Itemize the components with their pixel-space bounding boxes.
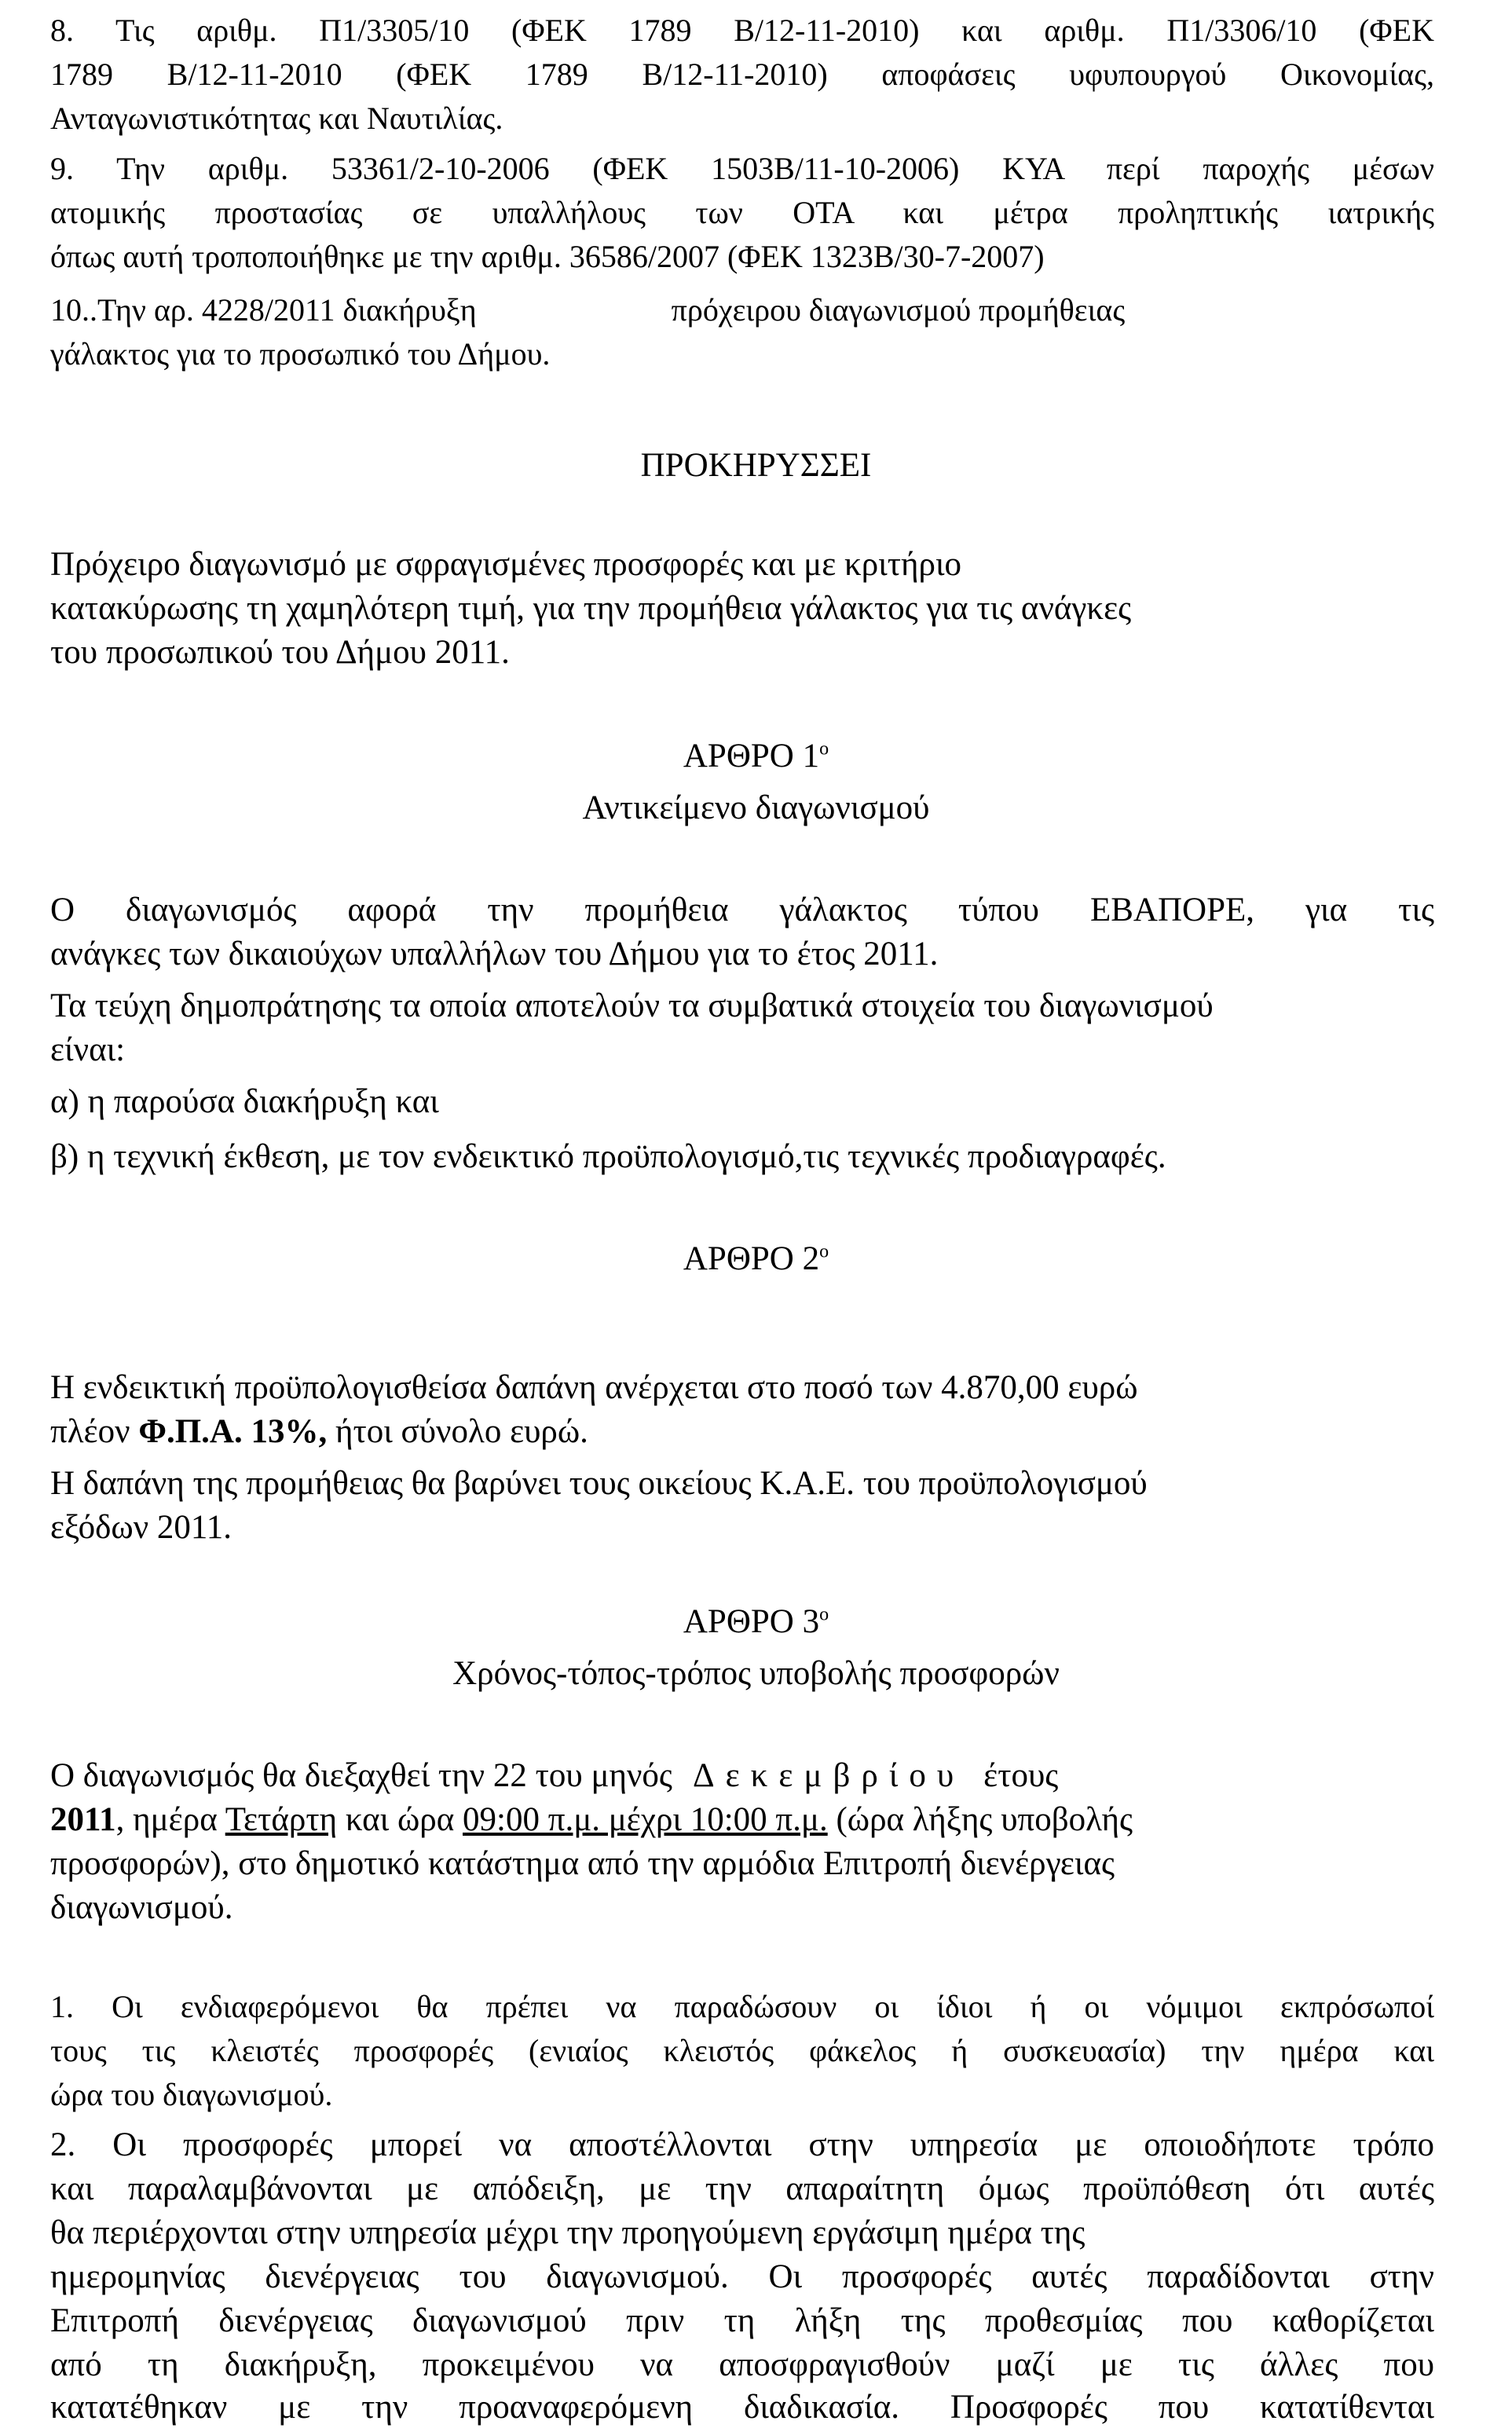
preamble-item-8-line-1: 8. Τις αριθμ. Π1/3305/10 (ΦΕΚ 1789 Β/12-11-2010) και αριθμ. Π1/3306/10 (ΦΕΚ	[50, 13, 1434, 48]
article-3-item-2-line-3: θα περιέρχονται στην υπηρεσία μέχρι την προηγούμενη εργάσιμη ημέρα της	[50, 2214, 1085, 2251]
article-3-year: 2011	[50, 1801, 116, 1838]
preamble-item-10-part-2: πρόχειρου διαγωνισμού προμήθειας	[671, 292, 1126, 328]
preamble-item-9-line-3: όπως αυτή τροποποιήθηκε με την αριθμ. 36586/2007 (ΦΕΚ 1323Β/30-7-2007)	[50, 239, 1045, 274]
article-3-paragraph-1-line-1	[50, 1756, 1058, 1796]
article-2-vat-rate: Φ.Π.Α. 13%,	[138, 1413, 328, 1450]
proclamation-line-3: του προσωπικού του Δήμου 2011.	[50, 634, 510, 671]
article-1-paragraph-2-line-2: είναι:	[50, 1031, 126, 1068]
article-2-paragraph-1-line-1: Η ενδεικτική προϋπολογισθείσα δαπάνη ανέρχεται στο ποσό των 4.870,00 ευρώ	[50, 1369, 1138, 1406]
preamble-item-10-line-2: γάλακτος για το προσωπικό του Δήμου.	[50, 336, 551, 372]
preamble-item-9-line-1: 9. Την αριθμ. 53361/2-10-2006 (ΦΕΚ 1503Β/11-10-2006) ΚΥΑ περί παροχής μέσων	[50, 151, 1434, 186]
article-1-paragraph-1-line-1: Ο διαγωνισμός αφορά την προμήθεια γάλακτος τύπου ΕΒΑΠΟΡΕ, για τις	[50, 892, 1434, 928]
article-2-heading	[0, 1240, 1512, 1279]
article-3-day-label: , ημέρα	[115, 1801, 225, 1838]
article-3-item-2-line-5: Επιτροπή διενέργειας διαγωνισμού πριν τη λήξη της προθεσμίας που καθορίζεται	[50, 2302, 1434, 2339]
article-3-heading-text: ΑΡΘΡΟ 3	[683, 1603, 820, 1640]
article-1-item-b: β) η τεχνική έκθεση, με τον ενδεικτικό προϋπολογισμό,τις τεχνικές προδιαγραφές.	[50, 1138, 1166, 1175]
article-1-subtitle: Αντικείμενο διαγωνισμού	[582, 789, 930, 826]
preamble-item-9-line-2: ατομικής προστασίας σε υπαλλήλους των ΟΤΑ και μέτρα προληπτικής ιατρικής	[50, 195, 1434, 230]
article-3-item-2-line-7: κατατέθηκαν με την προαναφερόμενη διαδικασία. Προσφορές που κατατίθενται	[50, 2389, 1434, 2426]
article-3-heading	[0, 1602, 1512, 1642]
proclamation-heading: ΠΡΟΚΗΡΥΣΣΕΙ	[640, 447, 872, 484]
article-3-item-2-line-4: ημερομηνίας διενέργειας του διαγωνισμού. Οι προσφορές αυτές παραδίδονται στην	[50, 2258, 1434, 2295]
preamble-item-10-part-1: 10..Την αρ. 4228/2011 διακήρυξη	[50, 292, 477, 328]
article-3-item-1-line-1: 1. Οι ενδιαφερόμενοι θα πρέπει να παραδώσουν οι ίδιοι ή οι νόμιμοι εκπρόσωποί	[50, 1989, 1434, 2024]
article-3-paragraph-1-line-4: διαγωνισμού.	[50, 1889, 233, 1926]
article-3-item-2-line-6: από τη διακήρυξη, προκειμένου να αποσφραγισθούν μαζί με τις άλλες που	[50, 2346, 1434, 2383]
article-2-paragraph-1-line-2	[50, 1412, 588, 1452]
article-3-paragraph-1-line-3: προσφορών), στο δημοτικό κατάστημα από την αρμόδια Επιτροπή διενέργειας	[50, 1845, 1115, 1882]
article-3-date-text: Ο διαγωνισμός θα διεξαχθεί την 22 του μηνός	[50, 1757, 672, 1794]
article-1-heading	[0, 737, 1512, 776]
preamble-item-8-line-3: Ανταγωνιστικότητας και Ναυτιλίας.	[50, 101, 503, 136]
article-1-paragraph-2-line-1: Τα τεύχη δημοπράτησης τα οποία αποτελούν τα συμβατικά στοιχεία του διαγωνισμού	[50, 987, 1214, 1024]
article-2-paragraph-2-line-2: εξόδων 2011.	[50, 1509, 232, 1546]
article-1-heading-sup: ο	[819, 738, 829, 760]
article-3-item-2-line-2: και παραλαμβάνονται με απόδειξη, με την απαραίτητη όμως προϋπόθεση ότι αυτές	[50, 2170, 1434, 2207]
article-1-item-a: α) η παρούσα διακήρυξη και	[50, 1083, 439, 1120]
article-3-item-1-line-3: ώρα του διαγωνισμού.	[50, 2077, 333, 2112]
article-3-item-2-line-1: 2. Οι προσφορές μπορεί να αποστέλλονται στην υπηρεσία με οποιοδήποτε τρόπο	[50, 2126, 1434, 2163]
article-3-paragraph-1-line-2	[50, 1800, 1133, 1840]
article-3-time-range: 09:00 π.μ. μέχρι 10:00 π.μ.	[463, 1801, 828, 1838]
article-3-time-label: και ώρα	[337, 1801, 463, 1838]
proclamation-line-1: Πρόχειρο διαγωνισμό με σφραγισμένες προσφορές και με κριτήριο	[50, 546, 962, 583]
article-3-deadline-note: (ώρα λήξης υποβολής	[827, 1801, 1133, 1838]
article-2-heading-text: ΑΡΘΡΟ 2	[683, 1240, 820, 1277]
article-3-year-label: έτους	[983, 1757, 1059, 1794]
article-3-subtitle: Χρόνος-τόπος-τρόπος υποβολής προσφορών	[452, 1655, 1060, 1692]
article-2-heading-sup: ο	[819, 1241, 829, 1262]
article-2-paragraph-2-line-1: Η δαπάνη της προμήθειας θα βαρύνει τους οικείους Κ.Α.Ε. του προϋπολογισμού	[50, 1465, 1148, 1502]
article-1-paragraph-1-line-2: ανάγκες των δικαιούχων υπαλλήλων του Δήμου για το έτος 2011.	[50, 936, 939, 972]
proclamation-line-2: κατακύρωσης τη χαμηλότερη τιμή, για την προμήθεια γάλακτος για τις ανάγκες	[50, 590, 1132, 627]
article-1-heading-text: ΑΡΘΡΟ 1	[683, 738, 820, 775]
article-2-total-text: ήτοι σύνολο ευρώ.	[327, 1413, 588, 1450]
preamble-item-8-line-2: 1789 Β/12-11-2010 (ΦΕΚ 1789 Β/12-11-2010) αποφάσεις υφυπουργού Οικονομίας,	[50, 57, 1434, 92]
article-2-plus-text: πλέον	[50, 1413, 139, 1450]
article-3-item-1-line-2: τους τις κλειστές προσφορές (ενιαίος κλειστός φάκελος ή συσκευασία) την ημέρα και	[50, 2033, 1434, 2068]
article-3-month: Δεκεμβρίου	[692, 1757, 965, 1794]
article-3-heading-sup: ο	[819, 1604, 829, 1625]
preamble-item-10-line-1	[50, 291, 1125, 330]
article-3-day: Τετάρτη	[225, 1801, 338, 1838]
